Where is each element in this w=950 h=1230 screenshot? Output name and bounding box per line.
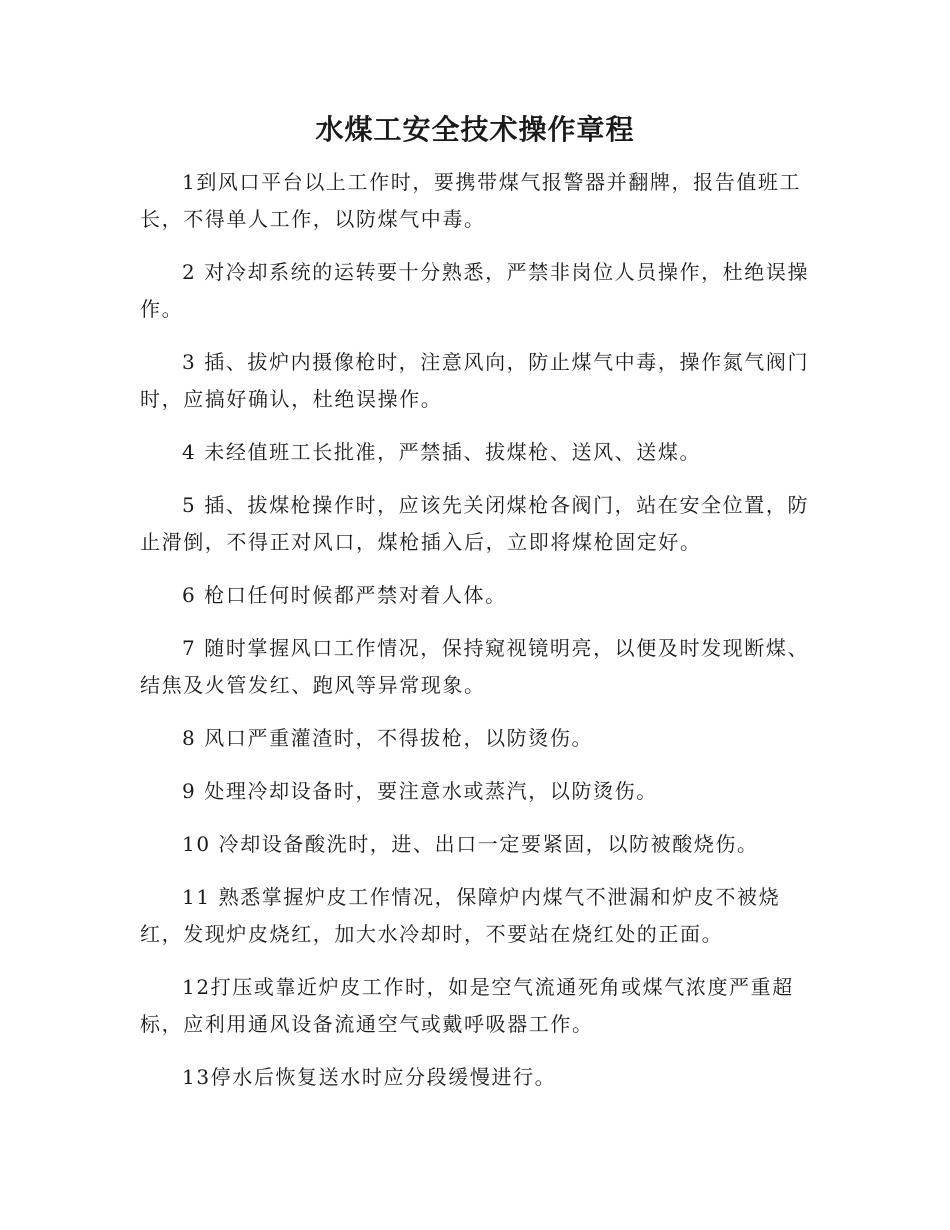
paragraph-2: 2 对冷却系统的运转要十分熟悉，严禁非岗位人员操作，杜绝误操作。 (140, 260, 810, 321)
paragraph-11: 11 熟悉掌握炉皮工作情况，保障炉内煤气不泄漏和炉皮不被烧红，发现炉皮烧红，加大水冷却时，不要站在烧红处的正面。 (140, 885, 781, 946)
paragraph-3: 3 插、拔炉内摄像枪时，注意风向，防止煤气中毒，操作氮气阀门时，应搞好确认，杜绝误操作。 (140, 350, 810, 411)
paragraph-1: 1到风口平台以上工作时，要携带煤气报警器并翻牌，报告值班工长，不得单人工作，以防煤气中毒。 (140, 170, 802, 231)
paragraph-12: 12打压或靠近炉皮工作时，如是空气流通死角或煤气浓度严重超标，应利用通风设备流通空气或戴呼吸器工作。 (140, 975, 794, 1036)
paragraph-7: 7 随时掌握风口工作情况，保持窥视镜明亮，以便及时发现断煤、结焦及火管发红、跑风等异常现象。 (140, 636, 810, 697)
paragraph-9: 9 处理冷却设备时，要注意水或蒸汽，以防烫伤。 (182, 779, 658, 803)
paragraph-10: 10 冷却设备酸洗时，进、出口一定要紧固，以防被酸烧伤。 (182, 832, 759, 856)
document-title: 水煤工安全技术操作章程 (315, 113, 635, 146)
paragraph-5: 5 插、拔煤枪操作时，应该先关闭煤枪各阀门，站在安全位置，防止滑倒，不得正对风口，煤枪插入后，立即将煤枪固定好。 (140, 493, 810, 554)
document-body (140, 164, 812, 1112)
paragraph-8: 8 风口严重灌渣时，不得拔枪，以防烫伤。 (182, 726, 594, 750)
paragraph-13: 13停水后恢复送水时应分段缓慢进行。 (182, 1065, 557, 1089)
paragraph-6: 6 枪口任何时候都严禁对着人体。 (182, 583, 507, 607)
paragraph-4: 4 未经值班工长批准，严禁插、拔煤枪、送风、送煤。 (182, 440, 702, 464)
